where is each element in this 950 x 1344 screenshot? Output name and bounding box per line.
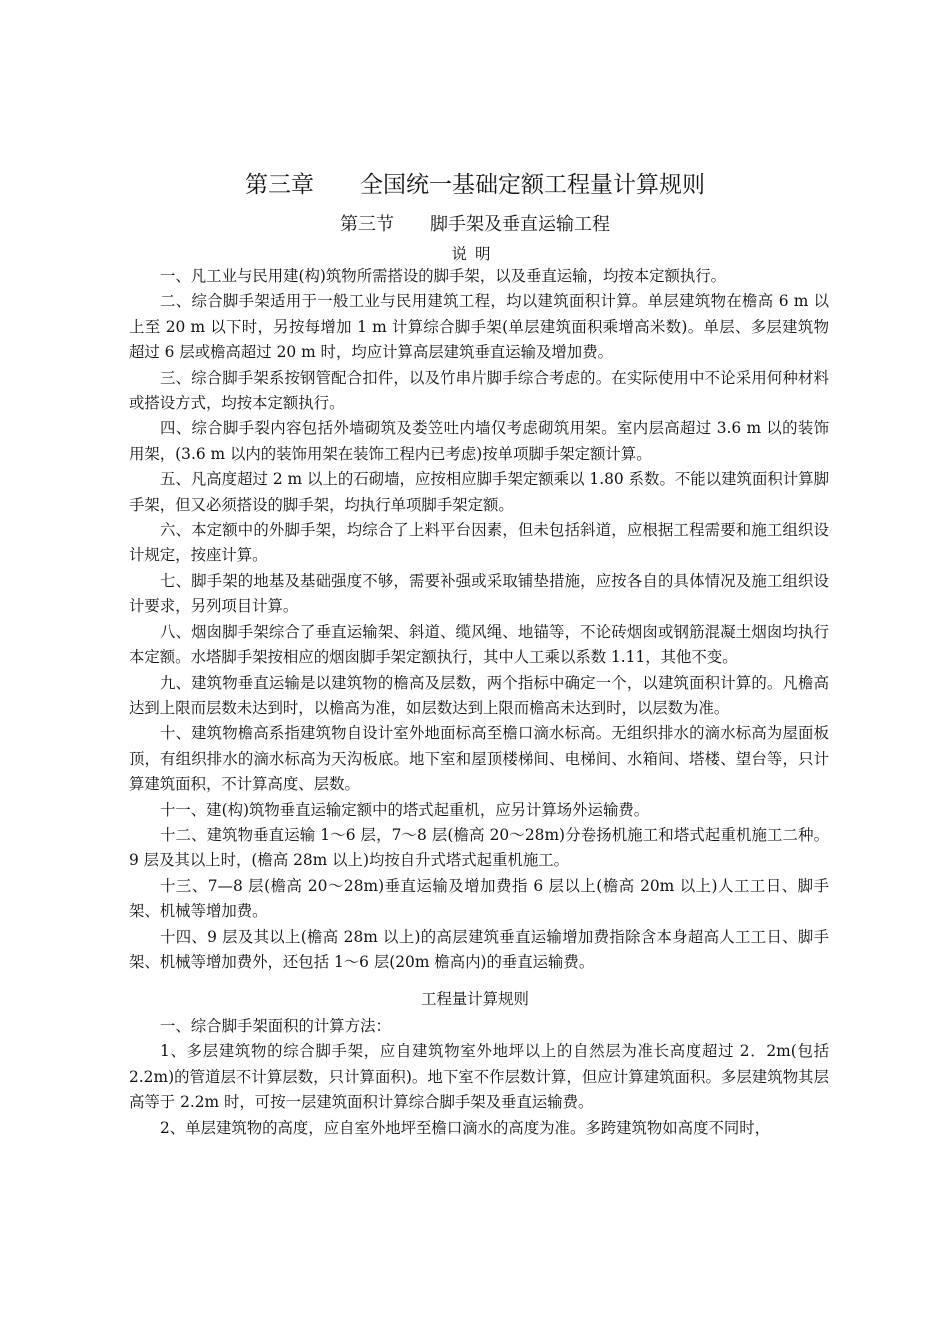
explain-item: 二、综合脚手架适用于一般工业与民用建筑工程，均以建筑面积计算。单层建筑物在檐高 6 m 以上至 20 m 以下时，另按每增加 1 m 计算综合脚手架(单层建筑面积乘增高米数)。单层、多层建筑物超过 6 层或檐高超过 20 m 时，均应计算高层建筑垂直运输及增加费。 <box>129 292 829 362</box>
explain-item: 十、建筑物檐高系指建筑物自设计室外地面标高至檐口滴水标高。无组织排水的滴水标高为屋面板顶，有组织排水的滴水标高为天沟板底。地下室和屋顶楼梯间、电梯间、水箱间、塔楼、望台等，只计算建筑面积，不计算高度、层数。 <box>129 724 829 794</box>
explain-item: 十二、建筑物垂直运输 1～6 层，7～8 层(檐高 20～28m)分卷扬机施工和塔式起重机施工二种。9 层及其以上时，(檐高 28m 以上)均按自升式塔式起重机施工。 <box>129 825 829 870</box>
section-title: 第三节 脚手架及垂直运输工程 <box>340 214 610 235</box>
explain-heading: 说明 <box>451 245 499 263</box>
explain-list <box>129 264 829 975</box>
chapter-title: 第三章 全国统一基础定额工程量计算规则 <box>245 172 705 198</box>
explain-item: 四、综合脚手裂内容包括外墙砌筑及娄笠吐内墙仅考虑砌筑用架。室内层高超过 3.6 m 以的装饰用架，(3.6 m 以内的装饰用架在装饰工程内已考虑)按单项脚手架定额计算。 <box>129 419 829 463</box>
explain-item: 八、烟囱脚手架综合了垂直运输架、斜道、缆风绳、地锚等，不论砖烟囱或钢筋混凝土烟囱均执行本定额。水塔脚手架按相应的烟囱脚手架定额执行，其中人工乘以系数 1.11，其他不变。 <box>129 622 829 667</box>
rules-heading: 工程量计算规则 <box>421 990 529 1008</box>
explain-item: 一、凡工业与民用建(构)筑物所需搭设的脚手架，以及垂直运输，均按本定额执行。 <box>160 267 727 285</box>
explain-item: 五、凡高度超过 2 m 以上的石砌墙，应按相应脚手架定额乘以 1.80 系数。不能以建筑面积计算脚手架，但又必须搭设的脚手架，均执行单项脚手架定额。 <box>129 470 829 514</box>
rules-list <box>129 1014 829 1141</box>
rules-item: 一、综合脚手架面积的计算方法： <box>160 1017 391 1035</box>
rules-item: 2、单层建筑物的高度，应自室外地坪至檐口滴水的高度为准。多跨建筑物如高度不同时， <box>160 1118 771 1137</box>
explain-item: 六、本定额中的外脚手架，均综合了上料平台因素，但未包括斜道，应根据工程需要和施工组织设计规定，按座计算。 <box>129 521 829 565</box>
explain-item: 十一、建(构)筑物垂直运输定额中的塔式起重机，应另计算场外运输费。 <box>160 800 650 819</box>
explain-item: 十四、9 层及其以上(檐高 28m 以上)的高层建筑垂直运输增加费指除含本身超高人工工日、脚手架、机械等增加费外，还包括 1～6 层(20m 檐高内)的垂直运输费。 <box>129 927 829 971</box>
rules-item: 1、多层建筑物的综合脚手架，应自建筑物室外地坪以上的自然层为准长高度超过 2．2m(包括 2.2m)的管道层不计算层数，只计算面积)。地下室不作层数计算，但应计算建筑面积。多层建筑物其层高等于 2.2m 时，可按一层建筑面积计算综合脚手架及垂直运输费。 <box>129 1042 829 1112</box>
explain-item: 七、脚手架的地基及基础强度不够，需要补强或采取铺垫措施，应按各自的具体情况及施工组织设计要求，另列项目计算。 <box>129 571 829 616</box>
explain-item: 九、建筑物垂直运输是以建筑物的檐高及层数，两个指标中确定一个，以建筑面积计算的。凡檐高达到上限而层数未达到时，以檐高为准，如层数达到上限而檐高未达到时，以层数为准。 <box>129 673 829 717</box>
explain-item: 三、综合脚手架系按钢管配合扣件，以及竹串片脚手综合考虑的。在实际使用中不论采用何种材料或搭设方式，均按本定额执行。 <box>129 368 829 413</box>
explain-item: 十三、7—8 层(檐高 20～28m)垂直运输及增加费指 6 层以上(檐高 20m 以上)人工工日、脚手架、机械等增加费。 <box>129 876 829 921</box>
